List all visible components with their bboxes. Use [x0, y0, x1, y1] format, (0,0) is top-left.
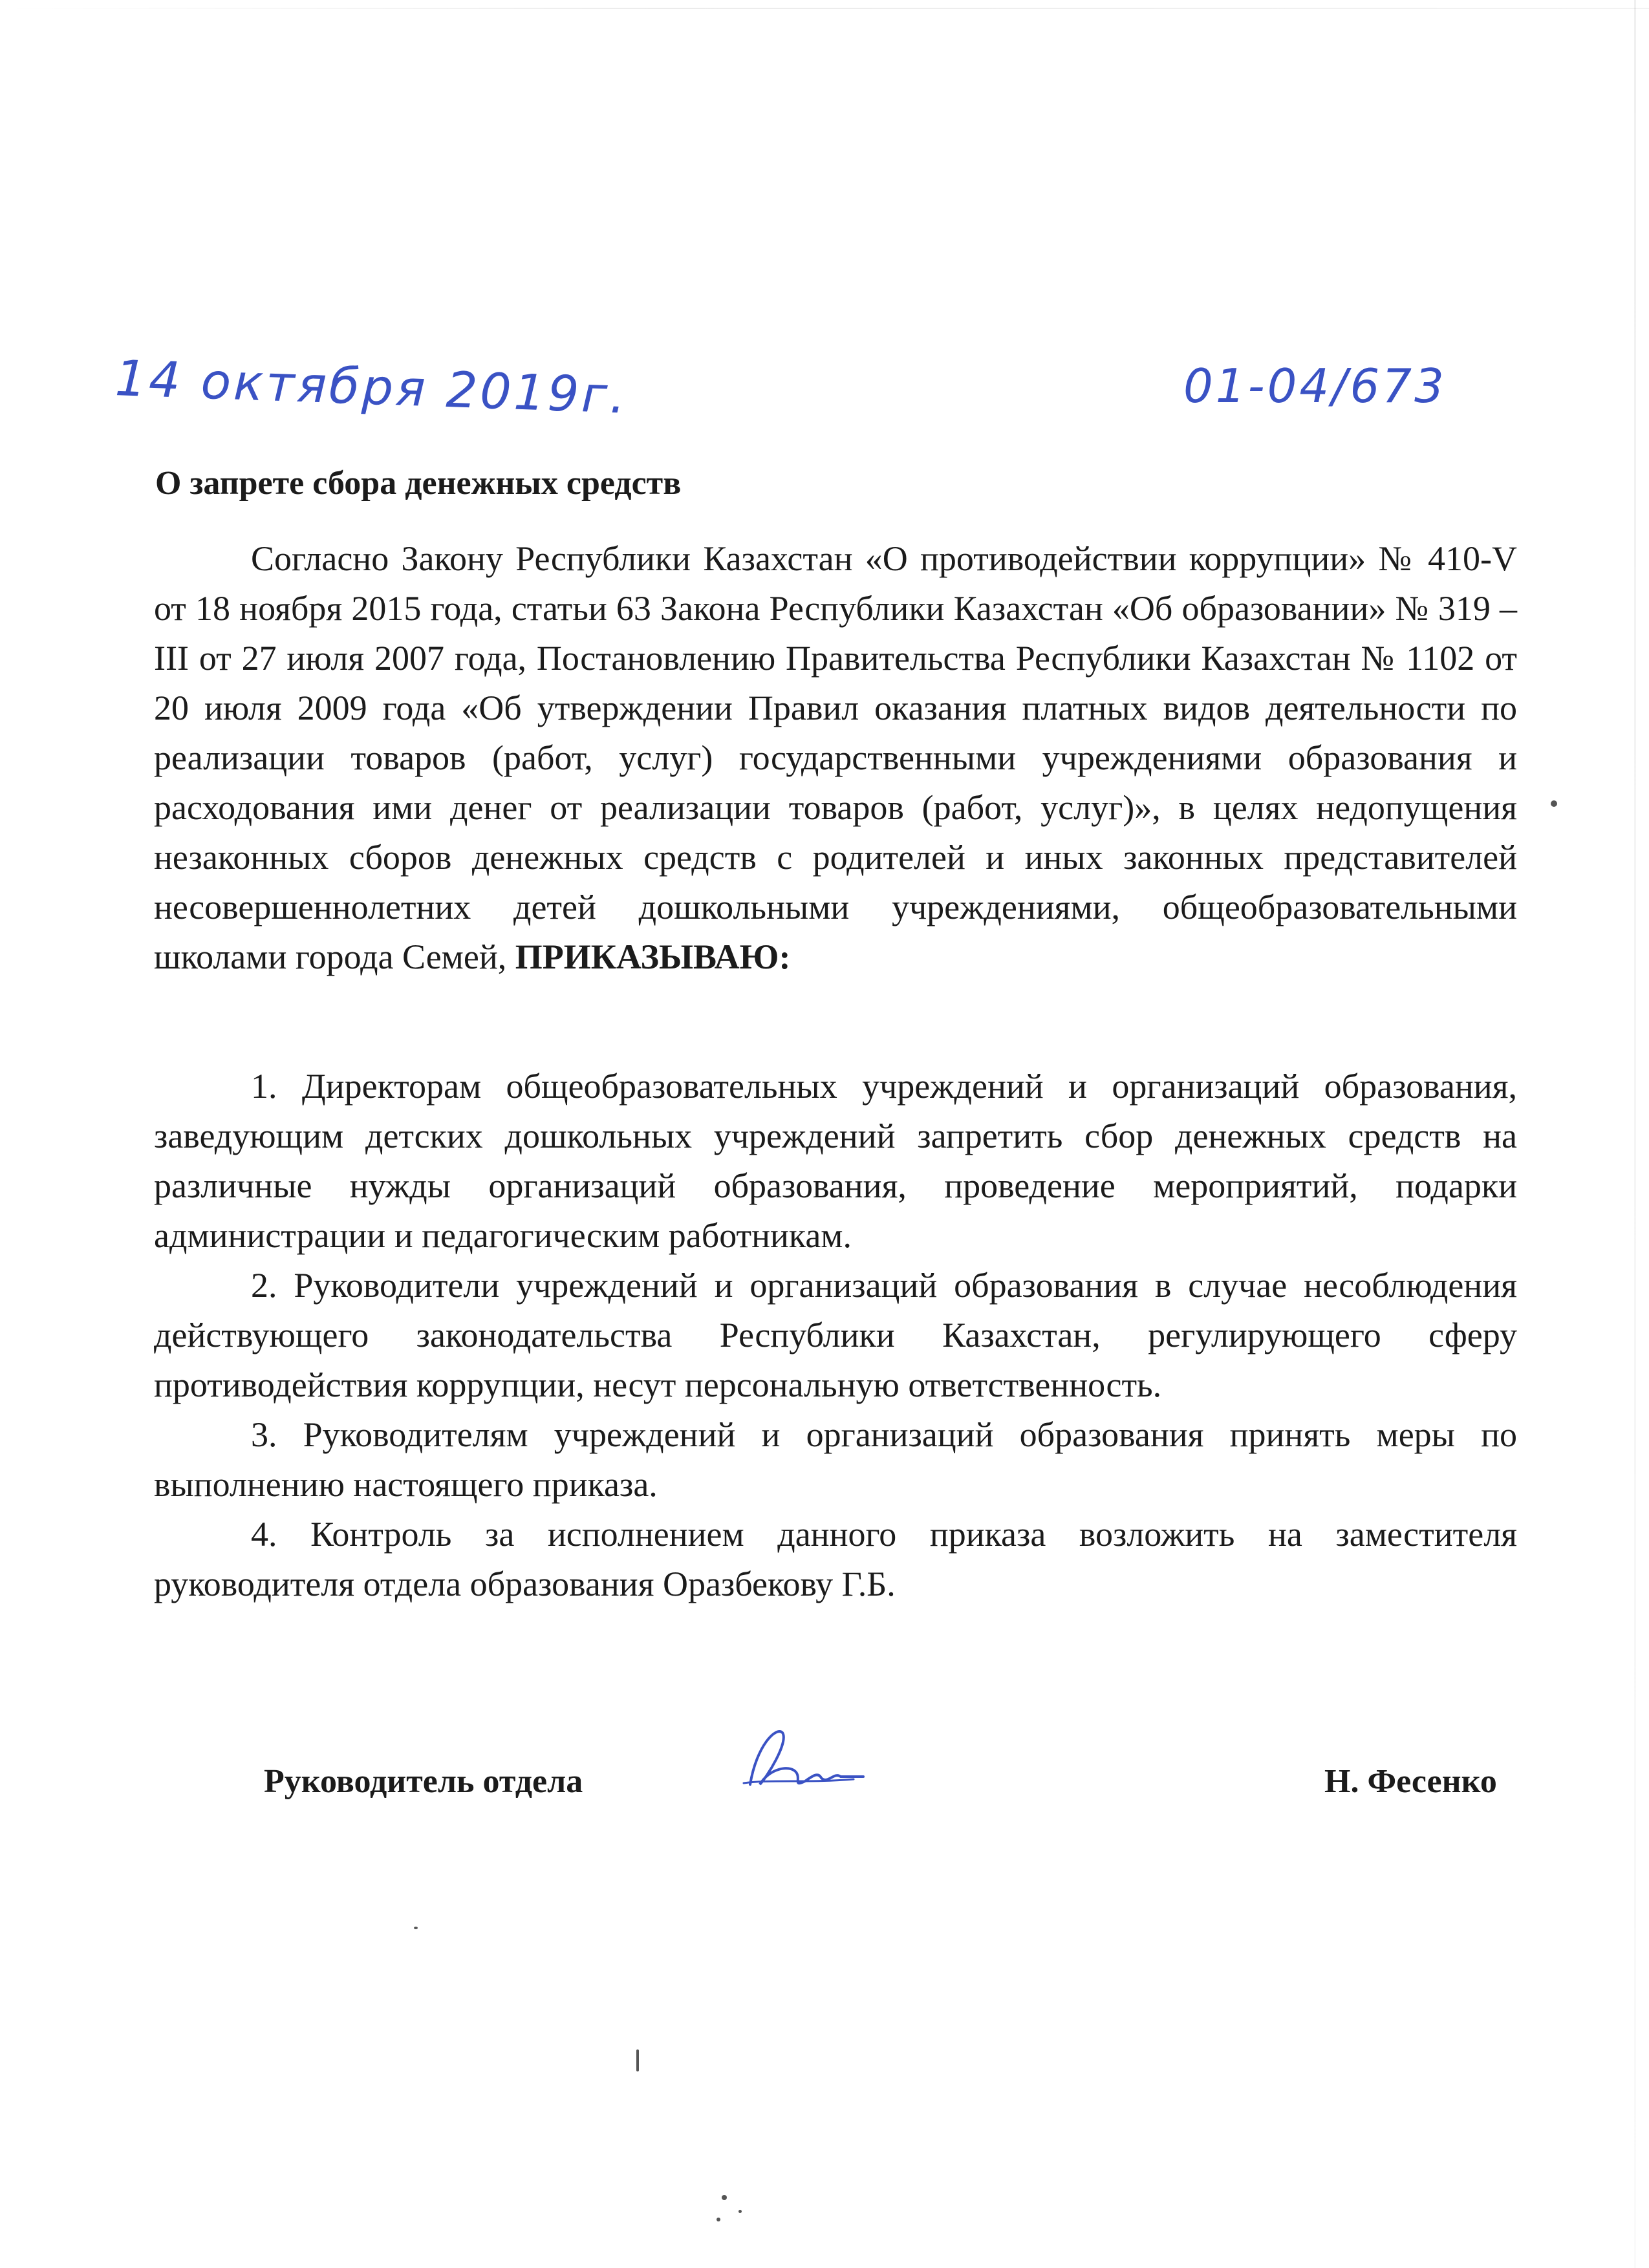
preamble-text: Согласно Закону Республики Казахстан «О противодействии коррупции» № 410-V от 18 ноября 2015 года, статьи 63 Закона Республики Казахстан «Об образовании» № 319 –III от 27 июля 2007 года, Постановлению Правительства Республики Казахстан № 1102 от 20 июля 2009 года «Об утверждении Правил оказания платных видов деятельности по реализации товаров (работ, услуг) государственными учреждениями образования и расходования ими денег от реализации товаров (работ, услуг)», в целях недопущения незаконных сборов денежных средств с родителей и иных законных представителей несовершеннолетних детей дошкольными учреждениями, общеобразовательными школами города Семей, [154, 539, 1517, 976]
order-item-1: 1. Директорам общеобразовательных учреждений и организаций образования, заведующим детских дошкольных учреждений запретить сбор денежных средств на различные нужды организаций образования, проведение мероприятий, подарки администрации и педагогическим работникам. [154, 1067, 1517, 1255]
scan-speck [722, 2195, 727, 2200]
scan-speck [414, 1927, 418, 1929]
signatory-position: Руководитель отдела [264, 1763, 583, 1800]
preamble-paragraph [154, 534, 1517, 982]
scan-edge-right [1634, 0, 1636, 2268]
handwritten-signature [731, 1707, 873, 1810]
handwritten-document-number: 01-04/673 [1183, 359, 1447, 413]
handwritten-date: 14 октября 2019г. [114, 349, 629, 425]
scan-speck [738, 2210, 742, 2213]
signatory-name: Н. Фесенко [1324, 1763, 1497, 1800]
document-title: О запрете сбора денежных средств [155, 465, 682, 502]
order-item-3: 3. Руководителям учреждений и организаций образования принять меры по выполнению настоящего приказа. [154, 1415, 1517, 1504]
order-word: ПРИКАЗЫВАЮ: [515, 937, 791, 976]
order-item-2: 2. Руководители учреждений и организаций образования в случае несоблюдения действующего законодательства Республики Казахстан, регулирующего сферу противодействия коррупции, несут персональную ответственность. [154, 1266, 1517, 1404]
scan-speck [636, 2049, 639, 2071]
scan-speck [1551, 800, 1557, 807]
scan-edge-top [0, 8, 1649, 9]
order-items-list [154, 1062, 1517, 1609]
order-item-4: 4. Контроль за исполнением данного приказа возложить на заместителя руководителя отдела образования Оразбекову Г.Б. [154, 1515, 1517, 1603]
scan-speck [717, 2218, 720, 2221]
